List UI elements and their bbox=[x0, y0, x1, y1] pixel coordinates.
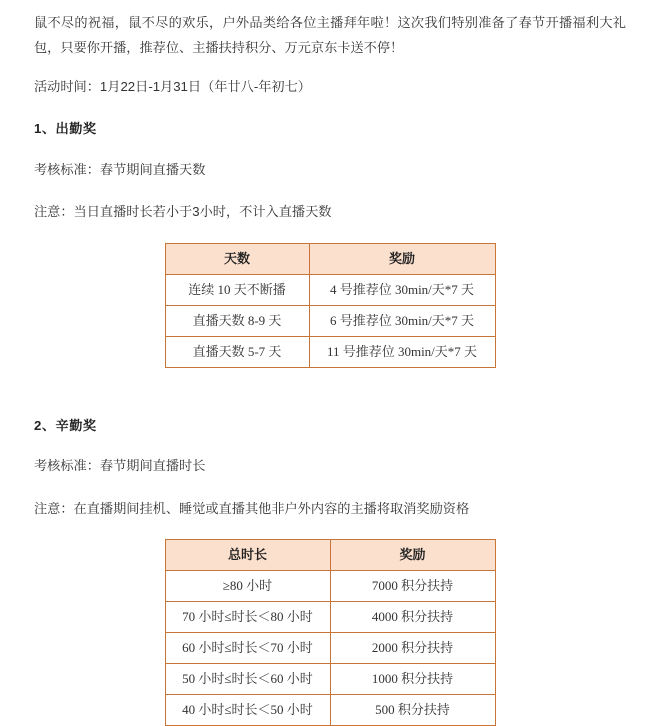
table-header-cell: 奖励 bbox=[330, 539, 495, 570]
table-cell: 11 号推荐位 30min/天*7 天 bbox=[309, 336, 495, 367]
table-row bbox=[165, 664, 495, 695]
intro-paragraph: 鼠不尽的祝福，鼠不尽的欢乐，户外品类给各位主播拜年啦！这次我们特别准备了春节开播福利大礼包，只要你开播，推荐位、主播扶持积分、万元京东卡送不停！ bbox=[34, 15, 626, 56]
activity-time: 活动时间：1月22日-1月31日（年廿八-年初七） bbox=[34, 79, 311, 95]
table-header-cell: 奖励 bbox=[309, 243, 495, 274]
section-title-attendance: 1、出勤奖 bbox=[34, 121, 97, 137]
table-row bbox=[165, 336, 495, 367]
table-cell: 连续 10 天不断播 bbox=[165, 274, 309, 305]
table-row bbox=[165, 602, 495, 633]
table-row bbox=[165, 633, 495, 664]
criteria-attendance: 考核标准：春节期间直播天数 bbox=[34, 161, 206, 177]
table-cell: 直播天数 8-9 天 bbox=[165, 305, 309, 336]
table-header-cell: 天数 bbox=[165, 243, 309, 274]
section-spacer bbox=[34, 374, 626, 396]
note-attendance: 注意：当日直播时长若小于3小时，不计入直播天数 bbox=[34, 204, 332, 220]
table-row bbox=[165, 305, 495, 336]
table-header-row bbox=[165, 243, 495, 274]
table-cell: ≥80 小时 bbox=[165, 571, 330, 602]
table-cell: 7000 积分扶持 bbox=[330, 571, 495, 602]
criteria-diligence: 考核标准：春节期间直播时长 bbox=[34, 458, 206, 474]
attendance-table-wrapper bbox=[34, 243, 626, 368]
attendance-award-table bbox=[165, 243, 496, 368]
section-title-diligence: 2、辛勤奖 bbox=[34, 417, 97, 433]
note-diligence: 注意：在直播期间挂机、睡觉或直播其他非户外内容的主播将取消奖励资格 bbox=[34, 500, 470, 516]
table-row bbox=[165, 695, 495, 726]
table-cell: 4 号推荐位 30min/天*7 天 bbox=[309, 274, 495, 305]
table-cell: 直播天数 5-7 天 bbox=[165, 336, 309, 367]
table-cell: 50 小时≤时长＜60 小时 bbox=[165, 664, 330, 695]
table-cell: 60 小时≤时长＜70 小时 bbox=[165, 633, 330, 664]
table-cell: 4000 积分扶持 bbox=[330, 602, 495, 633]
table-cell: 70 小时≤时长＜80 小时 bbox=[165, 602, 330, 633]
table-row bbox=[165, 571, 495, 602]
table-cell: 40 小时≤时长＜50 小时 bbox=[165, 695, 330, 726]
table-cell: 500 积分扶持 bbox=[330, 695, 495, 726]
table-cell: 6 号推荐位 30min/天*7 天 bbox=[309, 305, 495, 336]
table-header-row bbox=[165, 539, 495, 570]
table-row bbox=[165, 274, 495, 305]
diligence-award-table bbox=[165, 539, 496, 726]
table-cell: 1000 积分扶持 bbox=[330, 664, 495, 695]
table-header-cell: 总时长 bbox=[165, 539, 330, 570]
table-cell: 2000 积分扶持 bbox=[330, 633, 495, 664]
diligence-table-wrapper bbox=[34, 539, 626, 726]
